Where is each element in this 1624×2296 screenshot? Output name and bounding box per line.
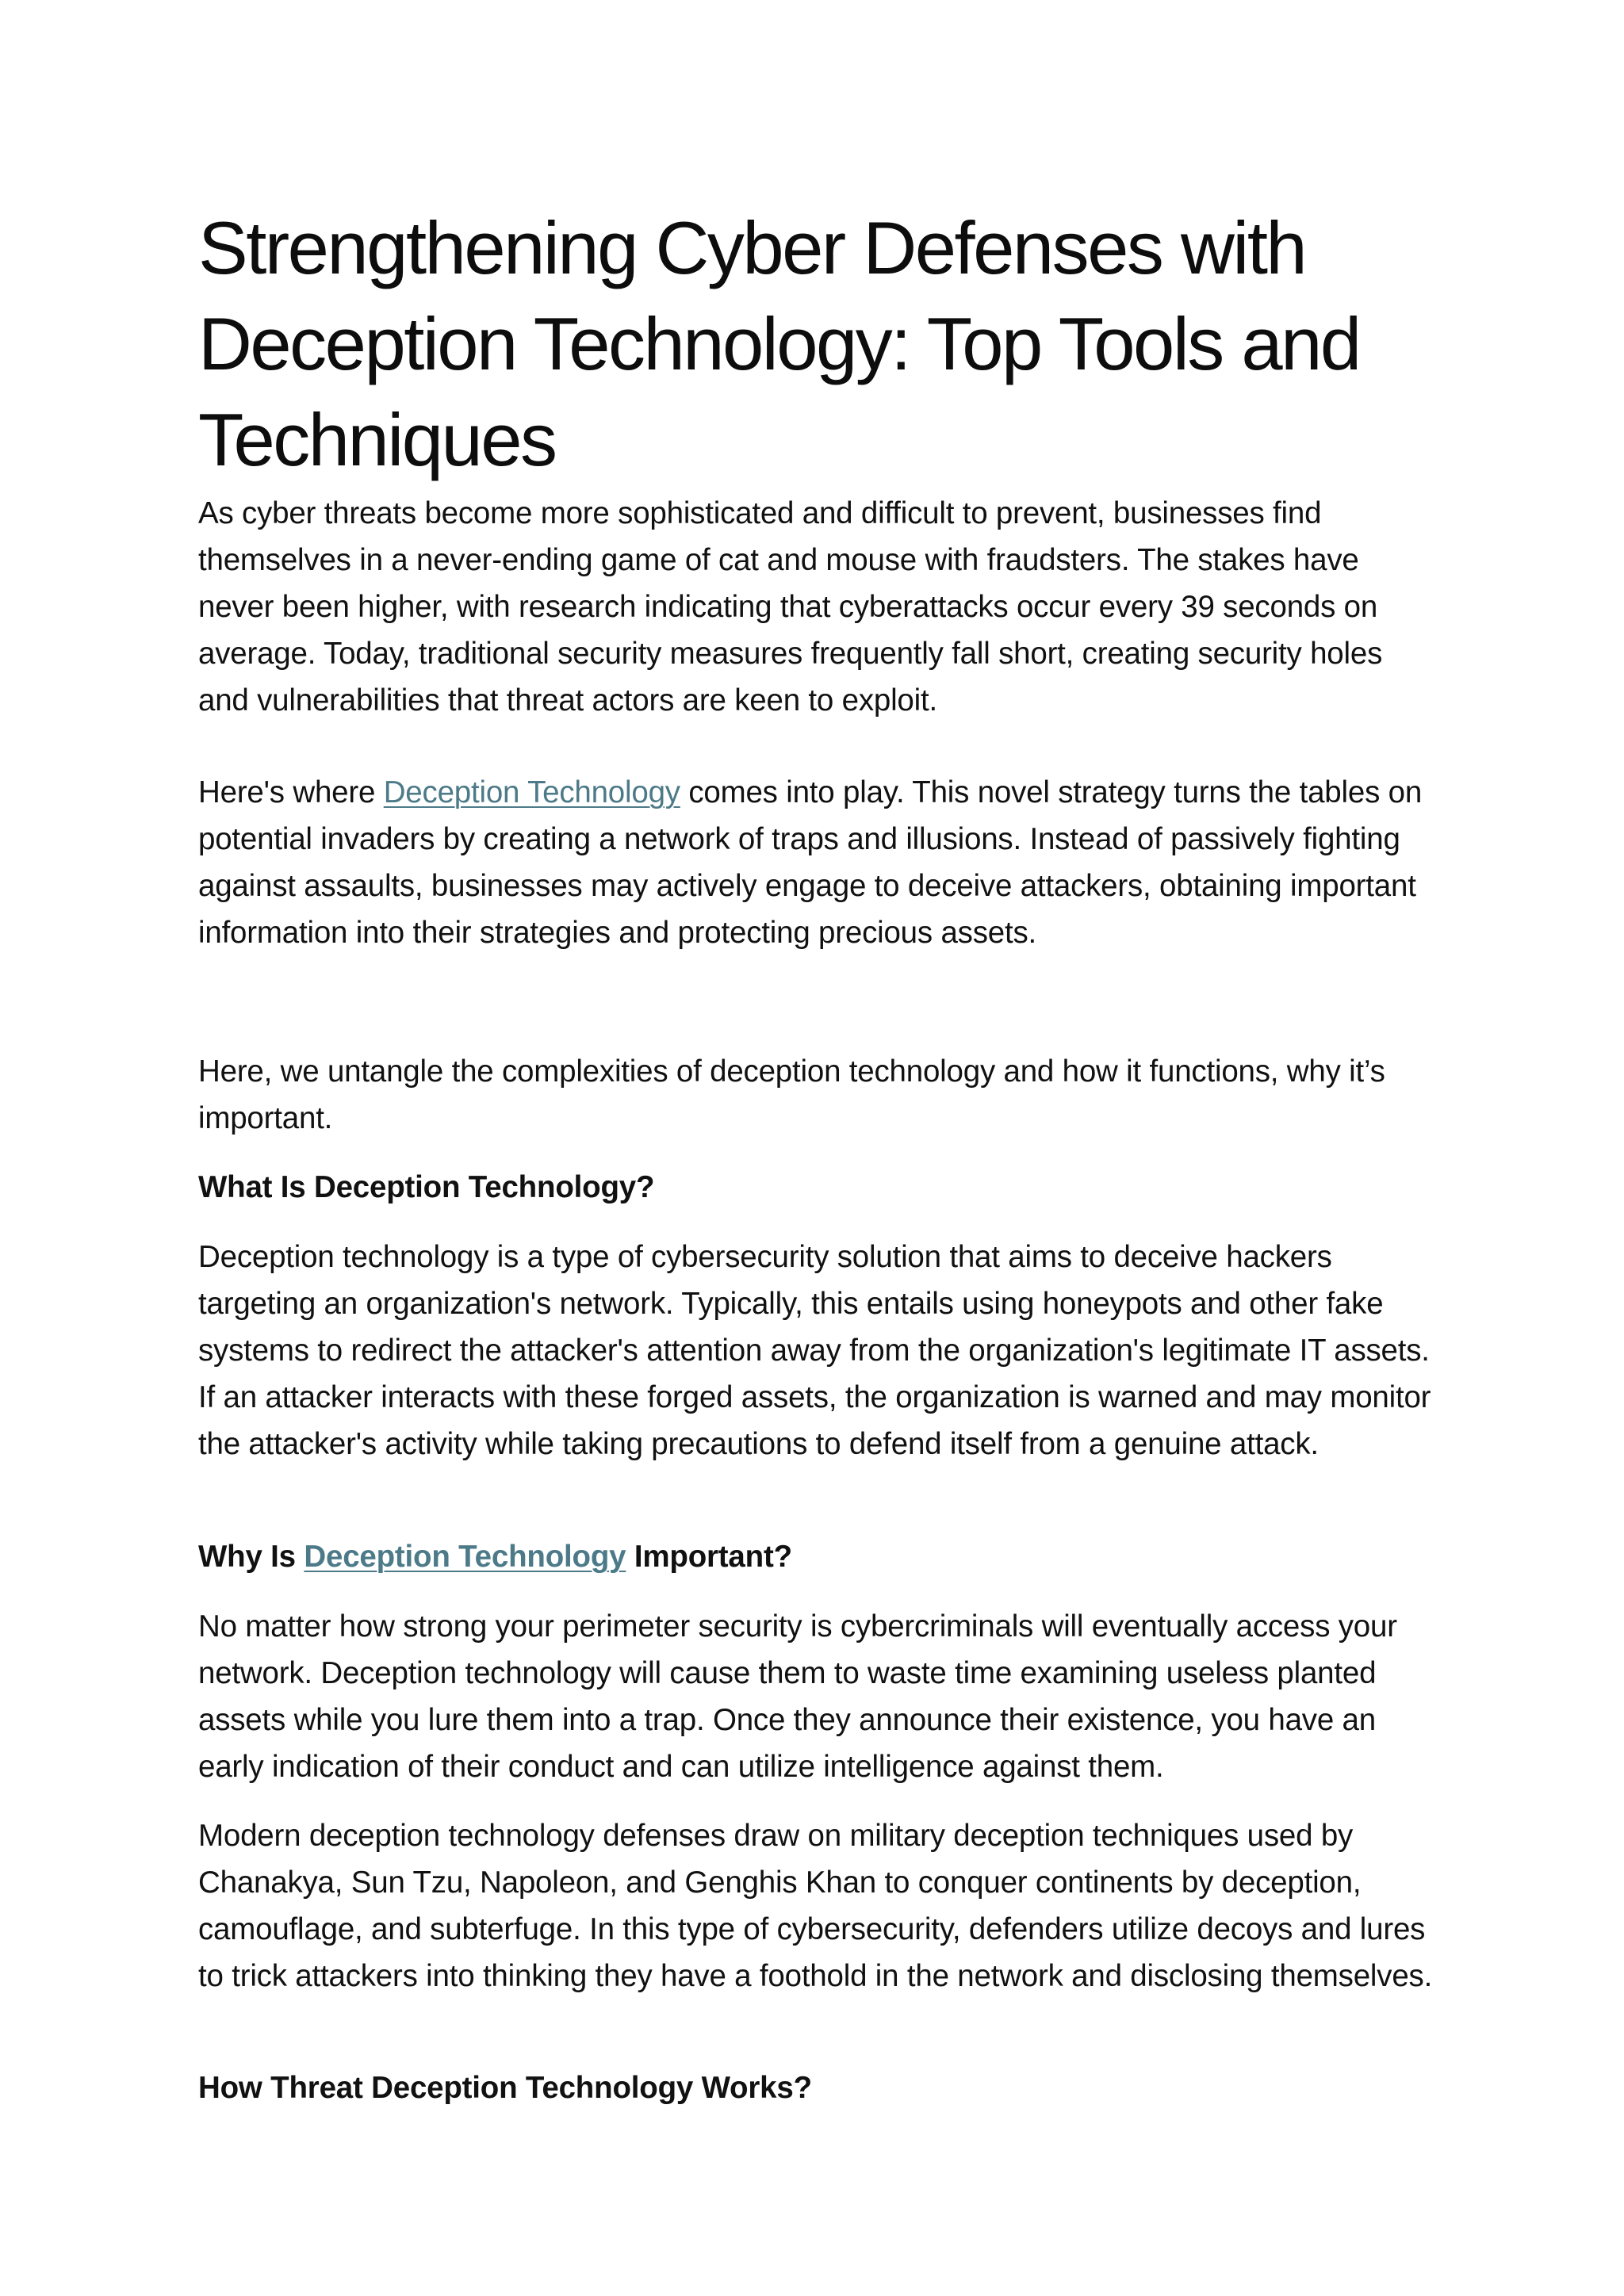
paragraph-text: comes into play. This novel strategy turns the tables on potential invaders by creating a network of traps and illusions. Instead of passively fighting against assaults, businesses may actively engage to deceive attackers, obtaining important information into their strategies and protecting precious assets. xyxy=(198,775,1423,950)
section-heading-how-it-works: How Threat Deception Technology Works? xyxy=(198,2071,812,2105)
military-deception-paragraph: Modern deception technology defenses draw on military deception techniques used by Chanakya, Sun Tzu, Napoleon, and Genghis Khan to conquer continents by deception, camouflage, and subterfuge. In this type of cybersecurity, defenders utilize decoys and lures to trick attackers into thinking they have a foothold in the network and disclosing themselves. xyxy=(198,1819,1433,1993)
section-heading-what-is: What Is Deception Technology? xyxy=(198,1170,655,1204)
intro-paragraph: As cyber threats become more sophisticated and difficult to prevent, businesses find themselves in a never-ending game of cat and mouse with fraudsters. The stakes have never been higher, with research indicating that cyberattacks occur every 39 seconds on average. Today, traditional security measures frequently fall short, creating security holes and vulnerabilities that threat actors are keen to exploit. xyxy=(198,496,1383,718)
deception-technology-heading-link[interactable]: Deception Technology xyxy=(304,1540,626,1574)
heading-text: Important? xyxy=(626,1540,792,1574)
deception-intro-paragraph xyxy=(198,769,1435,956)
why-important-paragraph: No matter how strong your perimeter security is cybercriminals will eventually access your network. Deception technology will cause them to waste time examining useless planted assets while you lure them into a trap. Once they announce their existence, you have an early indication of their conduct and can utilize intelligence against them. xyxy=(198,1609,1397,1784)
paragraph-text: Here's where xyxy=(198,775,384,809)
overview-paragraph: Here, we untangle the complexities of deception technology and how it functions, why it’s important. xyxy=(198,1054,1385,1135)
deception-technology-link[interactable]: Deception Technology xyxy=(383,775,680,809)
what-is-paragraph: Deception technology is a type of cybersecurity solution that aims to deceive hackers targeting an organization's network. Typically, this entails using honeypots and other fake systems to redirect the attacker's attention away from the organization's legitimate IT assets. If an attacker interacts with these forged assets, the organization is warned and may monitor the attacker's activity while taking precautions to defend itself from a genuine attack. xyxy=(198,1240,1431,1461)
heading-text: Why Is xyxy=(198,1540,304,1574)
section-heading-why-important xyxy=(198,1533,1435,1580)
document-title: Strengthening Cyber Defenses with Deception Technology: Top Tools and Techniques xyxy=(198,206,1360,481)
